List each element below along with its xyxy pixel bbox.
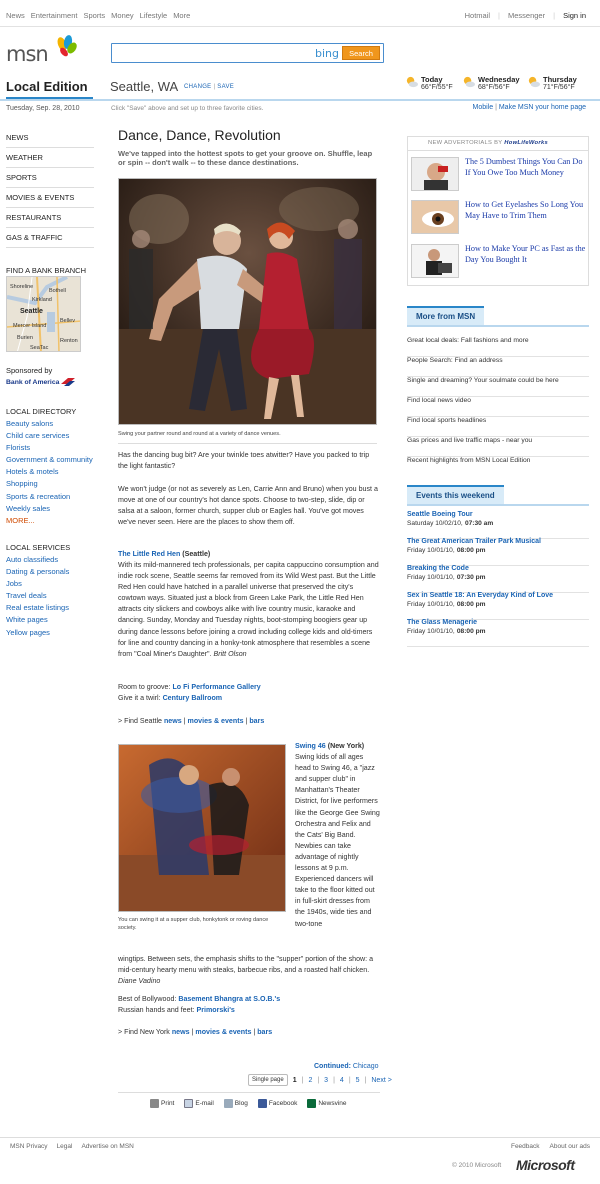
more-from-msn-link[interactable]: Great local deals: Fall fashions and more [407,337,589,357]
directory-link[interactable]: Beauty salons [6,419,54,428]
separator: | [317,1076,320,1084]
topnav-lifestyle[interactable]: Lifestyle [139,11,168,20]
signin-link[interactable]: Sign in [563,11,586,20]
leftnav-news[interactable]: NEWS [6,128,94,148]
venue-description [118,560,380,660]
advertise-link[interactable]: Advertise on MSN [81,1143,134,1150]
single-page-button[interactable]: Single page [248,1074,288,1086]
separator: | [498,11,500,20]
event-date: Friday 10/01/10, [407,574,455,581]
article-deck: We've tapped into the hottest spots to get your groove on. Shuffle, leap or spin -- don't walk -- to these dance destinations. [118,149,373,168]
find-ny-movies-link[interactable]: movies & events [195,1028,252,1036]
partly-cloudy-icon [462,75,475,88]
advertorial-item[interactable] [411,200,587,236]
venue-link-little-red-hen[interactable]: The Little Red Hen [118,550,181,558]
map-label: Seattle [20,308,43,315]
envelope-icon [184,1099,193,1108]
ad-link[interactable]: The 5 Dumbest Things You Can Do If You Owe Too Much Money [465,157,583,177]
separator: | [553,11,556,20]
directory-more-link[interactable]: MORE... [6,515,35,525]
leftnav-restaurants[interactable]: RESTAURANTS [6,208,94,228]
primorskis-link[interactable]: Primorski's [196,1006,235,1014]
weather-day: Thursday [543,75,577,84]
ad-link[interactable]: How to Get Eyelashes So Long You May Have to Trim Them [465,200,584,220]
services-link[interactable]: Jobs [6,579,22,589]
event-date: Friday 10/01/10, [407,628,455,635]
event-item[interactable] [407,619,589,647]
separator: | [183,717,186,725]
continued-line [314,1063,379,1070]
weather-temps: 71°F/56°F [543,84,575,91]
event-date: Friday 10/01/10, [407,601,455,608]
best-of-bollywood [118,994,380,1005]
swing-dance-image [119,745,286,912]
leftnav-weather[interactable]: WEATHER [6,148,94,168]
divider [0,1137,600,1138]
weather-today[interactable] [421,75,453,91]
feedback-link[interactable]: Feedback [510,1143,540,1150]
event-time: 08:00 pm [456,628,486,635]
venue-heading [118,549,380,560]
search-box [111,43,384,63]
venue-text: wingtips. Between sets, the emphasis shifts to the "supper" portion of the show: a mid-century hearty menu with steaks, barbecue ribs, and a roasted half chicken. [118,955,374,975]
make-home-link[interactable]: Make MSN your home page [498,104,586,111]
leftnav-sports[interactable]: SPORTS [6,168,94,188]
services-title: LOCAL SERVICES [6,543,71,552]
bofa-flag-icon [61,378,75,386]
section-title: More from MSN [407,306,484,325]
local-edition-title: Local Edition [6,79,88,94]
map-label: Shoreline [10,284,34,290]
privacy-link[interactable]: MSN Privacy [10,1143,48,1150]
map-label: Kirkland [32,297,52,303]
event-time: 08:00 pm [456,601,486,608]
swing-46-section [295,741,380,930]
event-item[interactable] [407,565,589,593]
topnav-money[interactable]: Money [111,11,134,20]
swing-dancers-photo [118,744,286,912]
find-movies-link[interactable]: movies & events [187,717,244,725]
venue-city: (New York) [327,742,365,750]
bank-of-america-logo[interactable] [6,378,75,386]
weather-temps: 68°F/56°F [478,84,510,91]
more-from-msn-header [407,306,589,327]
author: Diane Vadino [118,977,161,986]
separator: | [191,1028,194,1036]
sponsored-label: Sponsored by [6,366,53,375]
services-link[interactable]: Travel deals [6,591,47,601]
facebook-button[interactable] [258,1099,298,1108]
copyright: © 2010 Microsoft [452,1162,502,1169]
find-seattle [118,716,380,727]
topnav-entertainment[interactable]: Entertainment [30,11,78,20]
divider [0,99,600,101]
share-label: Blog [234,1100,248,1108]
page-current: 1 [292,1076,297,1084]
more-from-msn-link[interactable]: People Search: Find an address [407,357,589,377]
continued-label: Continued: [314,1063,351,1070]
msn-logo[interactable] [6,34,76,64]
venue-link-swing-46[interactable]: Swing 46 [295,742,326,750]
topnav-sports[interactable]: Sports [83,11,106,20]
article-paragraph: We won't judge (or not as severely as Len, Carrie Ann and Bruno) when you bust a move at one of our country's hot dance spots. Choose to two-step, slide, dip or salsa at a saloon, former church, supper club or Eagles hall. You've got moves we've never seen. Here are the places to show them off. [118,485,378,527]
city-links [184,84,234,90]
directory-title: LOCAL DIRECTORY [6,407,77,416]
leftnav-gas[interactable]: GAS & TRAFFIC [6,228,94,248]
continued-chicago-link[interactable]: Chicago [352,1063,379,1070]
microsoft-logo[interactable]: Microsoft [516,1157,575,1173]
more-from-msn-link[interactable]: Find local sports headlines [407,417,589,437]
find-bars-link[interactable]: bars [249,717,265,725]
page-link[interactable]: 2 [308,1076,313,1084]
event-name[interactable]: The Glass Menagerie [407,619,478,626]
sponsor-name: Bank of America [6,378,60,386]
services-link[interactable]: Auto classifieds [6,555,59,564]
footer-right-links [511,1143,590,1150]
services-link[interactable]: Dating & personals [6,567,70,577]
facebook-icon [258,1099,267,1108]
separator: | [301,1076,304,1084]
newsvine-button[interactable] [307,1099,346,1108]
venue-text: With its mild-mannered tech professionals, per capita cappuccino consumption and indie rock scene, Seattle seems far removed from its Wild West past. But the Little Red Hen could have hatched in a parallel universe that preserved the city's cowtown ways. Situated just a block from Green Lake Park, the Little Red Hen attracts city slickers and cowboys alike with live country music, karaoke and dancing. Sunday, Monday and Tuesday nights, boot-stomping boogiers gear up during dance lessons before joining a crowd including college kids and old-timers for line and country dancing in a honky-tonk atmosphere that resembles a scene from "Coal Miner's Daughter". [118,561,379,658]
article-paragraph: Has the dancing bug bit? Are your twinkle toes atwitter? Have you packed to trip the light fantastic? [118,451,370,471]
page-link[interactable]: 5 [355,1076,360,1084]
advertorials-label: NEW ADVERTORIALS BY [428,140,503,146]
give-it-a-twirl [118,693,380,704]
msn-butterfly-icon [56,34,78,58]
venue-description-continued [118,954,380,987]
share-toolbar [150,1099,347,1108]
venue-city: (Seattle) [182,550,211,558]
dance-floor-image [119,179,377,425]
map-label: Renton [60,338,78,344]
event-item[interactable] [407,511,589,539]
russian-hands [118,1005,380,1016]
share-label: Print [161,1100,175,1108]
article-title: Dance, Dance, Revolution [118,127,281,143]
mobile-links [473,104,587,111]
city-name: Seattle, WA [110,79,179,94]
email-button[interactable] [184,1099,213,1108]
divider [118,443,377,444]
blog-button[interactable] [224,1099,248,1108]
change-city-link[interactable]: CHANGE [184,84,212,90]
about-ads-link[interactable]: About our ads [549,1143,590,1150]
mobile-link[interactable]: Mobile [472,104,494,111]
map-label: SeaTac [30,345,49,351]
advertorial-item[interactable] [411,244,587,280]
author: Britt Olson [213,649,247,658]
separator: | [245,717,248,725]
find-news-link[interactable]: news [163,717,182,725]
event-time: 07:30 am [464,520,494,527]
topnav-news[interactable]: News [6,11,25,20]
share-label: E-mail [195,1100,214,1108]
ad-thumbnail [411,157,459,191]
messenger-link[interactable]: Messenger [508,11,546,20]
event-time: 07:30 pm [456,574,486,581]
hotmail-link[interactable]: Hotmail [464,11,491,20]
divider [118,1092,380,1093]
legal-link[interactable]: Legal [56,1143,73,1150]
top-nav [6,11,190,20]
label: Best of Bollywood: [118,995,177,1003]
event-name[interactable]: Sex in Seattle 18: An Everyday Kind of Love [407,592,554,599]
separator: | [253,1028,256,1036]
separator: | [333,1076,335,1084]
weather-thursday[interactable] [543,75,577,91]
search-button[interactable]: Search [342,46,380,60]
more-from-msn-link[interactable]: Single and dreaming? Your soulmate could be here [407,377,589,397]
event-date: Friday 10/01/10, [407,547,455,554]
ad-thumbnail [411,200,459,234]
find-ny-bars-link[interactable]: bars [257,1028,273,1036]
event-date: Saturday 10/02/10, [407,520,463,527]
label: > Find New York [118,1028,170,1036]
page-link[interactable]: 3 [324,1076,329,1084]
directory-link[interactable]: Child care services [6,431,70,441]
partly-cloudy-icon [527,75,540,88]
bank-map[interactable] [6,276,81,352]
more-from-msn-link[interactable]: Recent highlights from MSN Local Edition [407,457,531,464]
bank-title: FIND A BANK BRANCH [6,266,87,275]
bing-logo: bing [315,47,339,60]
printer-icon [150,1099,159,1108]
newsvine-icon [307,1099,316,1108]
find-new-york [118,1027,380,1038]
separator: | [495,104,499,111]
century-ballroom-link[interactable]: Century Ballroom [162,694,223,702]
directory-link[interactable]: Sports & recreation [6,491,71,501]
directory-link[interactable]: Shopping [6,479,38,489]
page-link[interactable]: 4 [339,1076,344,1084]
current-date: Tuesday, Sep. 28, 2010 [6,105,80,112]
event-name[interactable]: The Great American Trailer Park Musical [407,538,541,545]
weather-day: Wednesday [478,75,520,84]
top-right-links [465,11,586,20]
separator: | [364,1076,367,1084]
label: Give it a twirl: [118,694,161,702]
more-from-msn-link[interactable]: Gas prices and live traffic maps - near you [407,437,589,457]
leftnav-movies[interactable]: MOVIES & EVENTS [6,188,94,208]
event-name[interactable]: Seattle Boeing Tour [407,511,473,518]
directory-link[interactable]: Government & community [6,455,93,465]
basement-bhangra-link[interactable]: Basement Bhangra at S.O.B.'s [178,995,281,1003]
ad-thumbnail [411,244,459,278]
save-hint: Click "Save" above and set up to three favorite cities. [111,105,264,112]
photo-caption: You can swing it at a supper club, honkytonk or roving dance society. [118,917,269,931]
topnav-more[interactable]: More [173,11,191,20]
dancers-photo [118,178,377,425]
label: Russian hands and feet: [118,1006,195,1014]
services-link[interactable]: Yellow pages [6,627,50,637]
advertorial-item[interactable] [411,157,587,193]
map-label: Burien [17,335,33,341]
next-page-link[interactable]: Next > [371,1076,392,1084]
divider [0,26,600,27]
weather-wednesday[interactable] [478,75,520,91]
label: Room to groove: [118,683,171,691]
ad-link[interactable]: How to Make Your PC as Fast as the Day You Bought It [465,244,586,264]
services-list [6,554,101,639]
label: > Find Seattle [118,717,162,725]
event-name[interactable]: Breaking the Code [407,565,469,572]
left-nav [6,128,94,248]
weather-day: Today [421,75,443,84]
map-label: Bothell [49,288,66,294]
more-from-msn-link[interactable]: Find local news video [407,397,589,417]
share-label: Newsvine [318,1100,347,1108]
share-label: Facebook [268,1100,298,1108]
section-title: Events this weekend [407,485,504,504]
directory-link[interactable]: Florists [6,443,31,453]
event-item[interactable] [407,538,589,566]
howlifeworks-brand: HowLifeWorks [504,140,549,146]
map-label: Mercer Island [13,323,47,329]
services-link[interactable]: White pages [6,615,48,625]
room-to-groove [118,682,380,693]
venue-text: Swing kids of all ages head to Swing 46, a "jazz and supper club" in Manhattan's Theater District, for live performers like the George Gee Swing Orchestra and Felix and the Cats' Big Band. Newbies can take advantage of nightly lessons at 9 p.m. Experienced dancers will take to the floor kitted out in full-skirt dresses from the 1940s, wide ties and two-tone [295,753,380,928]
directory-link[interactable]: Weekly sales [6,503,51,513]
services-link[interactable]: Real estate listings [6,603,69,613]
save-city-link[interactable]: SAVE [217,84,235,90]
directory-list [6,418,101,527]
map-label: Bellev [60,318,75,324]
separator: | [348,1076,351,1084]
advertorials-box [407,136,589,286]
find-ny-news-link[interactable]: news [171,1028,190,1036]
events-header [407,485,589,506]
separator: | [213,84,218,90]
photo-caption: Swing your partner round and round at a variety of dance venues. [118,431,281,437]
directory-link[interactable]: Hotels & motels [6,467,59,477]
print-button[interactable] [150,1099,174,1108]
lofi-gallery-link[interactable]: Lo Fi Performance Gallery [172,683,261,691]
search-input[interactable] [114,46,294,60]
footer-left-links [10,1143,134,1150]
pagination [248,1074,392,1086]
event-item[interactable] [407,592,589,620]
msn-logo-text: msn [6,42,48,66]
partly-cloudy-icon [405,75,418,88]
pencil-icon [224,1099,233,1108]
event-time: 08:00 pm [456,547,486,554]
weather-temps: 66°F/55°F [421,84,453,91]
advertorials-header [408,137,588,151]
